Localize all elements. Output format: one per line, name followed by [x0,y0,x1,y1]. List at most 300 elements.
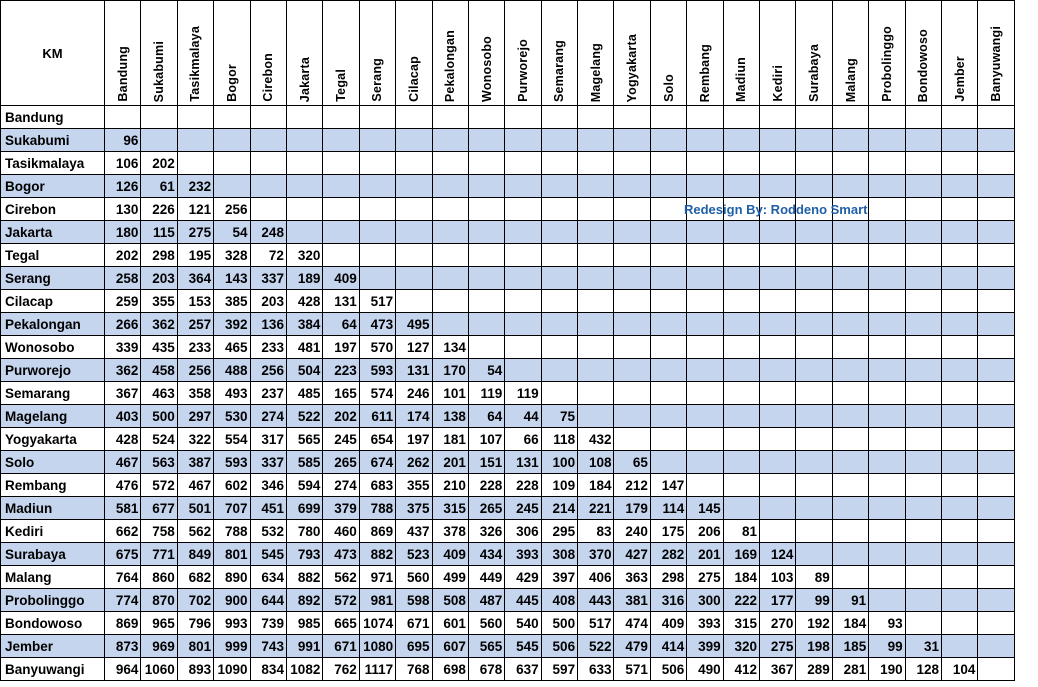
distance-cell [214,106,250,129]
column-header [905,1,941,106]
distance-cell: 169 [723,543,759,566]
distance-cell [978,152,1014,175]
table-row [1,106,1015,129]
row-header: Semarang [1,382,105,405]
distance-cell [687,175,723,198]
distance-cell: 274 [323,474,359,497]
distance-cell: 295 [541,520,577,543]
distance-cell [614,405,650,428]
distance-cell: 675 [105,543,141,566]
distance-cell: 465 [214,336,250,359]
distance-cell: 91 [832,589,868,612]
distance-cell [687,382,723,405]
distance-cell: 517 [359,290,395,313]
distance-cell [614,221,650,244]
distance-cell [359,129,395,152]
distance-cell: 265 [323,451,359,474]
distance-cell [505,290,541,313]
distance-cell [832,152,868,175]
distance-cell: 337 [250,451,286,474]
distance-cell [723,244,759,267]
distance-cell: 228 [505,474,541,497]
distance-cell: 432 [578,428,614,451]
distance-cell: 108 [578,451,614,474]
distance-cell: 232 [177,175,213,198]
column-header [250,1,286,106]
distance-cell: 677 [141,497,177,520]
distance-cell: 654 [359,428,395,451]
distance-cell: 581 [105,497,141,520]
distance-cell: 202 [141,152,177,175]
distance-cell: 522 [578,635,614,658]
distance-cell [832,497,868,520]
distance-cell [869,497,905,520]
distance-cell: 409 [432,543,468,566]
distance-cell [578,106,614,129]
distance-cell [578,221,614,244]
distance-cell [323,244,359,267]
distance-cell: 197 [396,428,432,451]
distance-cell [760,474,796,497]
distance-cell [978,451,1014,474]
distance-cell: 237 [250,382,286,405]
distance-cell [687,106,723,129]
distance-cell: 364 [177,267,213,290]
distance-cell [468,336,504,359]
distance-cell [832,290,868,313]
column-header [723,1,759,106]
distance-cell: 370 [578,543,614,566]
column-header-label: Cirebon [261,53,276,102]
distance-cell [505,313,541,336]
distance-cell [832,244,868,267]
distance-cell [869,428,905,451]
distance-cell: 115 [141,221,177,244]
distance-cell [432,152,468,175]
distance-cell: 202 [323,405,359,428]
distance-cell [905,428,941,451]
distance-cell: 893 [177,658,213,681]
distance-cell [941,451,977,474]
distance-cell [869,290,905,313]
row-header: Pekalongan [1,313,105,336]
header-row [1,1,1015,106]
distance-cell [796,451,832,474]
distance-cell [359,221,395,244]
distance-cell [905,336,941,359]
distance-cell [760,221,796,244]
distance-cell: 1090 [214,658,250,681]
distance-cell [760,405,796,428]
distance-cell: 233 [250,336,286,359]
distance-cell [214,129,250,152]
distance-cell [468,129,504,152]
distance-cell [286,198,322,221]
distance-cell: 501 [177,497,213,520]
distance-cell [760,129,796,152]
distance-cell [941,612,977,635]
distance-cell: 849 [177,543,213,566]
distance-cell [723,359,759,382]
distance-cell: 545 [505,635,541,658]
distance-cell [505,106,541,129]
distance-cell [978,612,1014,635]
distance-cell [578,359,614,382]
column-header [578,1,614,106]
distance-cell: 316 [650,589,686,612]
distance-cell: 66 [505,428,541,451]
distance-cell: 384 [286,313,322,336]
distance-cell: 64 [323,313,359,336]
distance-cell [796,175,832,198]
distance-cell [832,474,868,497]
distance-cell: 665 [323,612,359,635]
distance-cell: 174 [396,405,432,428]
column-header [396,1,432,106]
distance-cell: 598 [396,589,432,612]
distance-cell [941,336,977,359]
distance-cell [905,290,941,313]
distance-cell [468,313,504,336]
distance-cell [941,520,977,543]
distance-cell: 275 [687,566,723,589]
distance-cell: 545 [250,543,286,566]
distance-cell [905,267,941,290]
column-header-label: Sukabumi [152,40,167,102]
distance-cell [323,152,359,175]
distance-cell: 308 [541,543,577,566]
distance-cell: 506 [650,658,686,681]
distance-cell [468,198,504,221]
distance-cell [941,566,977,589]
distance-cell: 339 [105,336,141,359]
distance-cell [359,244,395,267]
column-header-label: Madiun [734,57,749,102]
distance-cell [760,106,796,129]
distance-cell [687,405,723,428]
distance-cell: 451 [250,497,286,520]
distance-cell: 201 [687,543,723,566]
distance-cell [250,152,286,175]
distance-cell: 275 [760,635,796,658]
distance-cell [687,129,723,152]
column-header [214,1,250,106]
distance-cell: 165 [323,382,359,405]
distance-cell [905,405,941,428]
distance-cell [614,290,650,313]
distance-cell [832,520,868,543]
table-row [1,497,1015,520]
column-header-label: Semarang [552,39,567,102]
distance-cell [723,221,759,244]
distance-cell [687,451,723,474]
distance-cell: 467 [177,474,213,497]
distance-cell: 506 [541,635,577,658]
row-header: Tasikmalaya [1,152,105,175]
distance-cell [650,152,686,175]
table-row [1,359,1015,382]
column-header-label: Purworejo [515,39,530,102]
distance-cell: 429 [505,566,541,589]
row-header: Bandung [1,106,105,129]
distance-cell [578,198,614,221]
distance-cell [432,313,468,336]
distance-cell [978,221,1014,244]
distance-cell [432,198,468,221]
distance-cell [286,106,322,129]
distance-cell [541,152,577,175]
distance-cell: 210 [432,474,468,497]
distance-cell: 671 [323,635,359,658]
distance-cell: 119 [505,382,541,405]
distance-cell [723,382,759,405]
distance-cell [832,267,868,290]
distance-cell: 385 [214,290,250,313]
column-header-label: Bondowoso [916,28,931,102]
distance-cell [723,474,759,497]
distance-cell: 201 [432,451,468,474]
distance-cell [650,336,686,359]
column-header-label: Wonosobo [479,36,494,102]
distance-cell [541,106,577,129]
table-row [1,244,1015,267]
distance-cell: 367 [105,382,141,405]
distance-cell: 571 [614,658,650,681]
distance-cell: 414 [650,635,686,658]
distance-cell [396,152,432,175]
distance-cell [832,543,868,566]
distance-cell [832,221,868,244]
distance-cell [723,267,759,290]
column-header [869,1,905,106]
distance-cell [650,244,686,267]
distance-cell: 93 [869,612,905,635]
distance-cell [687,290,723,313]
distance-cell: 522 [286,405,322,428]
distance-cell: 185 [832,635,868,658]
distance-cell: 637 [505,658,541,681]
distance-cell: 479 [614,635,650,658]
distance-cell: 44 [505,405,541,428]
distance-cell [650,405,686,428]
column-header [286,1,322,106]
distance-cell: 226 [141,198,177,221]
distance-cell [687,428,723,451]
distance-cell [869,566,905,589]
distance-cell: 463 [141,382,177,405]
distance-cell [541,244,577,267]
column-header [323,1,359,106]
column-header [505,1,541,106]
distance-cell: 1074 [359,612,395,635]
distance-cell [760,520,796,543]
row-header: Magelang [1,405,105,428]
distance-cell [614,382,650,405]
distance-cell: 487 [468,589,504,612]
distance-cell [941,382,977,405]
distance-cell [905,382,941,405]
corner-label: KM [1,1,105,106]
distance-cell: 476 [105,474,141,497]
distance-cell [505,336,541,359]
distance-cell [141,106,177,129]
distance-cell [541,382,577,405]
column-header-label: Yogyakarta [625,33,640,102]
distance-cell: 75 [541,405,577,428]
distance-cell: 1060 [141,658,177,681]
row-header: Bondowoso [1,612,105,635]
column-header [141,1,177,106]
distance-cell: 124 [760,543,796,566]
column-header [978,1,1014,106]
distance-cell [723,451,759,474]
distance-cell [578,152,614,175]
distance-cell: 320 [723,635,759,658]
distance-cell: 562 [177,520,213,543]
distance-cell: 393 [687,612,723,635]
distance-cell [578,129,614,152]
distance-cell: 265 [468,497,504,520]
distance-cell [650,106,686,129]
distance-cell: 114 [650,497,686,520]
column-header-label: Cilacap [406,56,421,102]
distance-cell: 337 [250,267,286,290]
row-header: Purworejo [1,359,105,382]
distance-cell: 540 [505,612,541,635]
distance-cell [941,359,977,382]
distance-cell: 563 [141,451,177,474]
distance-cell [359,175,395,198]
distance-cell: 109 [541,474,577,497]
distance-cell: 1082 [286,658,322,681]
distance-cell: 262 [396,451,432,474]
distance-cell: 223 [323,359,359,382]
distance-cell [941,497,977,520]
distance-cell [978,658,1014,681]
column-header-label: Malang [843,57,858,102]
row-header: Bogor [1,175,105,198]
distance-cell: 99 [796,589,832,612]
distance-cell: 328 [214,244,250,267]
column-header [614,1,650,106]
column-header-label: Kediri [770,65,785,102]
distance-cell: 574 [359,382,395,405]
distance-cell [832,175,868,198]
distance-cell: 682 [177,566,213,589]
distance-cell [760,152,796,175]
distance-cell: 54 [468,359,504,382]
distance-cell [396,290,432,313]
distance-cell [687,336,723,359]
distance-cell [905,520,941,543]
distance-cell [323,221,359,244]
distance-cell: 517 [578,612,614,635]
distance-cell: 31 [905,635,941,658]
distance-cell: 585 [286,451,322,474]
distance-cell [796,290,832,313]
distance-cell [978,129,1014,152]
column-header-label: Pekalongan [443,29,458,102]
distance-cell [432,221,468,244]
distance-cell: 633 [578,658,614,681]
distance-cell [614,152,650,175]
distance-cell: 320 [286,244,322,267]
distance-cell [978,336,1014,359]
table-row [1,267,1015,290]
distance-cell [723,175,759,198]
distance-cell: 409 [323,267,359,290]
distance-cell [250,198,286,221]
distance-cell: 981 [359,589,395,612]
distance-cell: 671 [396,612,432,635]
distance-cell: 570 [359,336,395,359]
column-header [941,1,977,106]
distance-cell: 674 [359,451,395,474]
distance-cell [614,359,650,382]
distance-cell [941,198,977,221]
distance-cell: 495 [396,313,432,336]
distance-cell [796,405,832,428]
distance-cell [650,198,686,221]
row-header: Solo [1,451,105,474]
distance-cell [723,336,759,359]
distance-cell: 460 [323,520,359,543]
distance-cell [941,290,977,313]
distance-cell [650,382,686,405]
distance-cell [941,543,977,566]
distance-cell [650,313,686,336]
distance-cell [541,313,577,336]
distance-cell: 771 [141,543,177,566]
distance-cell: 180 [105,221,141,244]
distance-cell [396,198,432,221]
distance-cell: 184 [723,566,759,589]
distance-cell: 275 [177,221,213,244]
distance-cell [869,267,905,290]
table-row [1,612,1015,635]
distance-cell [760,267,796,290]
distance-cell [941,313,977,336]
distance-cell [832,359,868,382]
distance-cell: 195 [177,244,213,267]
distance-cell: 127 [396,336,432,359]
distance-cell [869,313,905,336]
column-header [796,1,832,106]
distance-cell [541,267,577,290]
distance-cell [468,244,504,267]
distance-cell: 203 [250,290,286,313]
distance-cell: 437 [396,520,432,543]
distance-cell [869,382,905,405]
distance-cell: 128 [905,658,941,681]
distance-cell: 702 [177,589,213,612]
distance-cell [941,221,977,244]
distance-cell [796,543,832,566]
distance-cell: 375 [396,497,432,520]
table-row [1,336,1015,359]
distance-cell: 508 [432,589,468,612]
distance-cell [760,497,796,520]
column-header [650,1,686,106]
distance-cell: 698 [432,658,468,681]
distance-cell [832,106,868,129]
distance-cell: 274 [250,405,286,428]
column-header [832,1,868,106]
distance-cell [760,428,796,451]
distance-cell: 190 [869,658,905,681]
distance-cell [978,428,1014,451]
distance-cell: 248 [250,221,286,244]
